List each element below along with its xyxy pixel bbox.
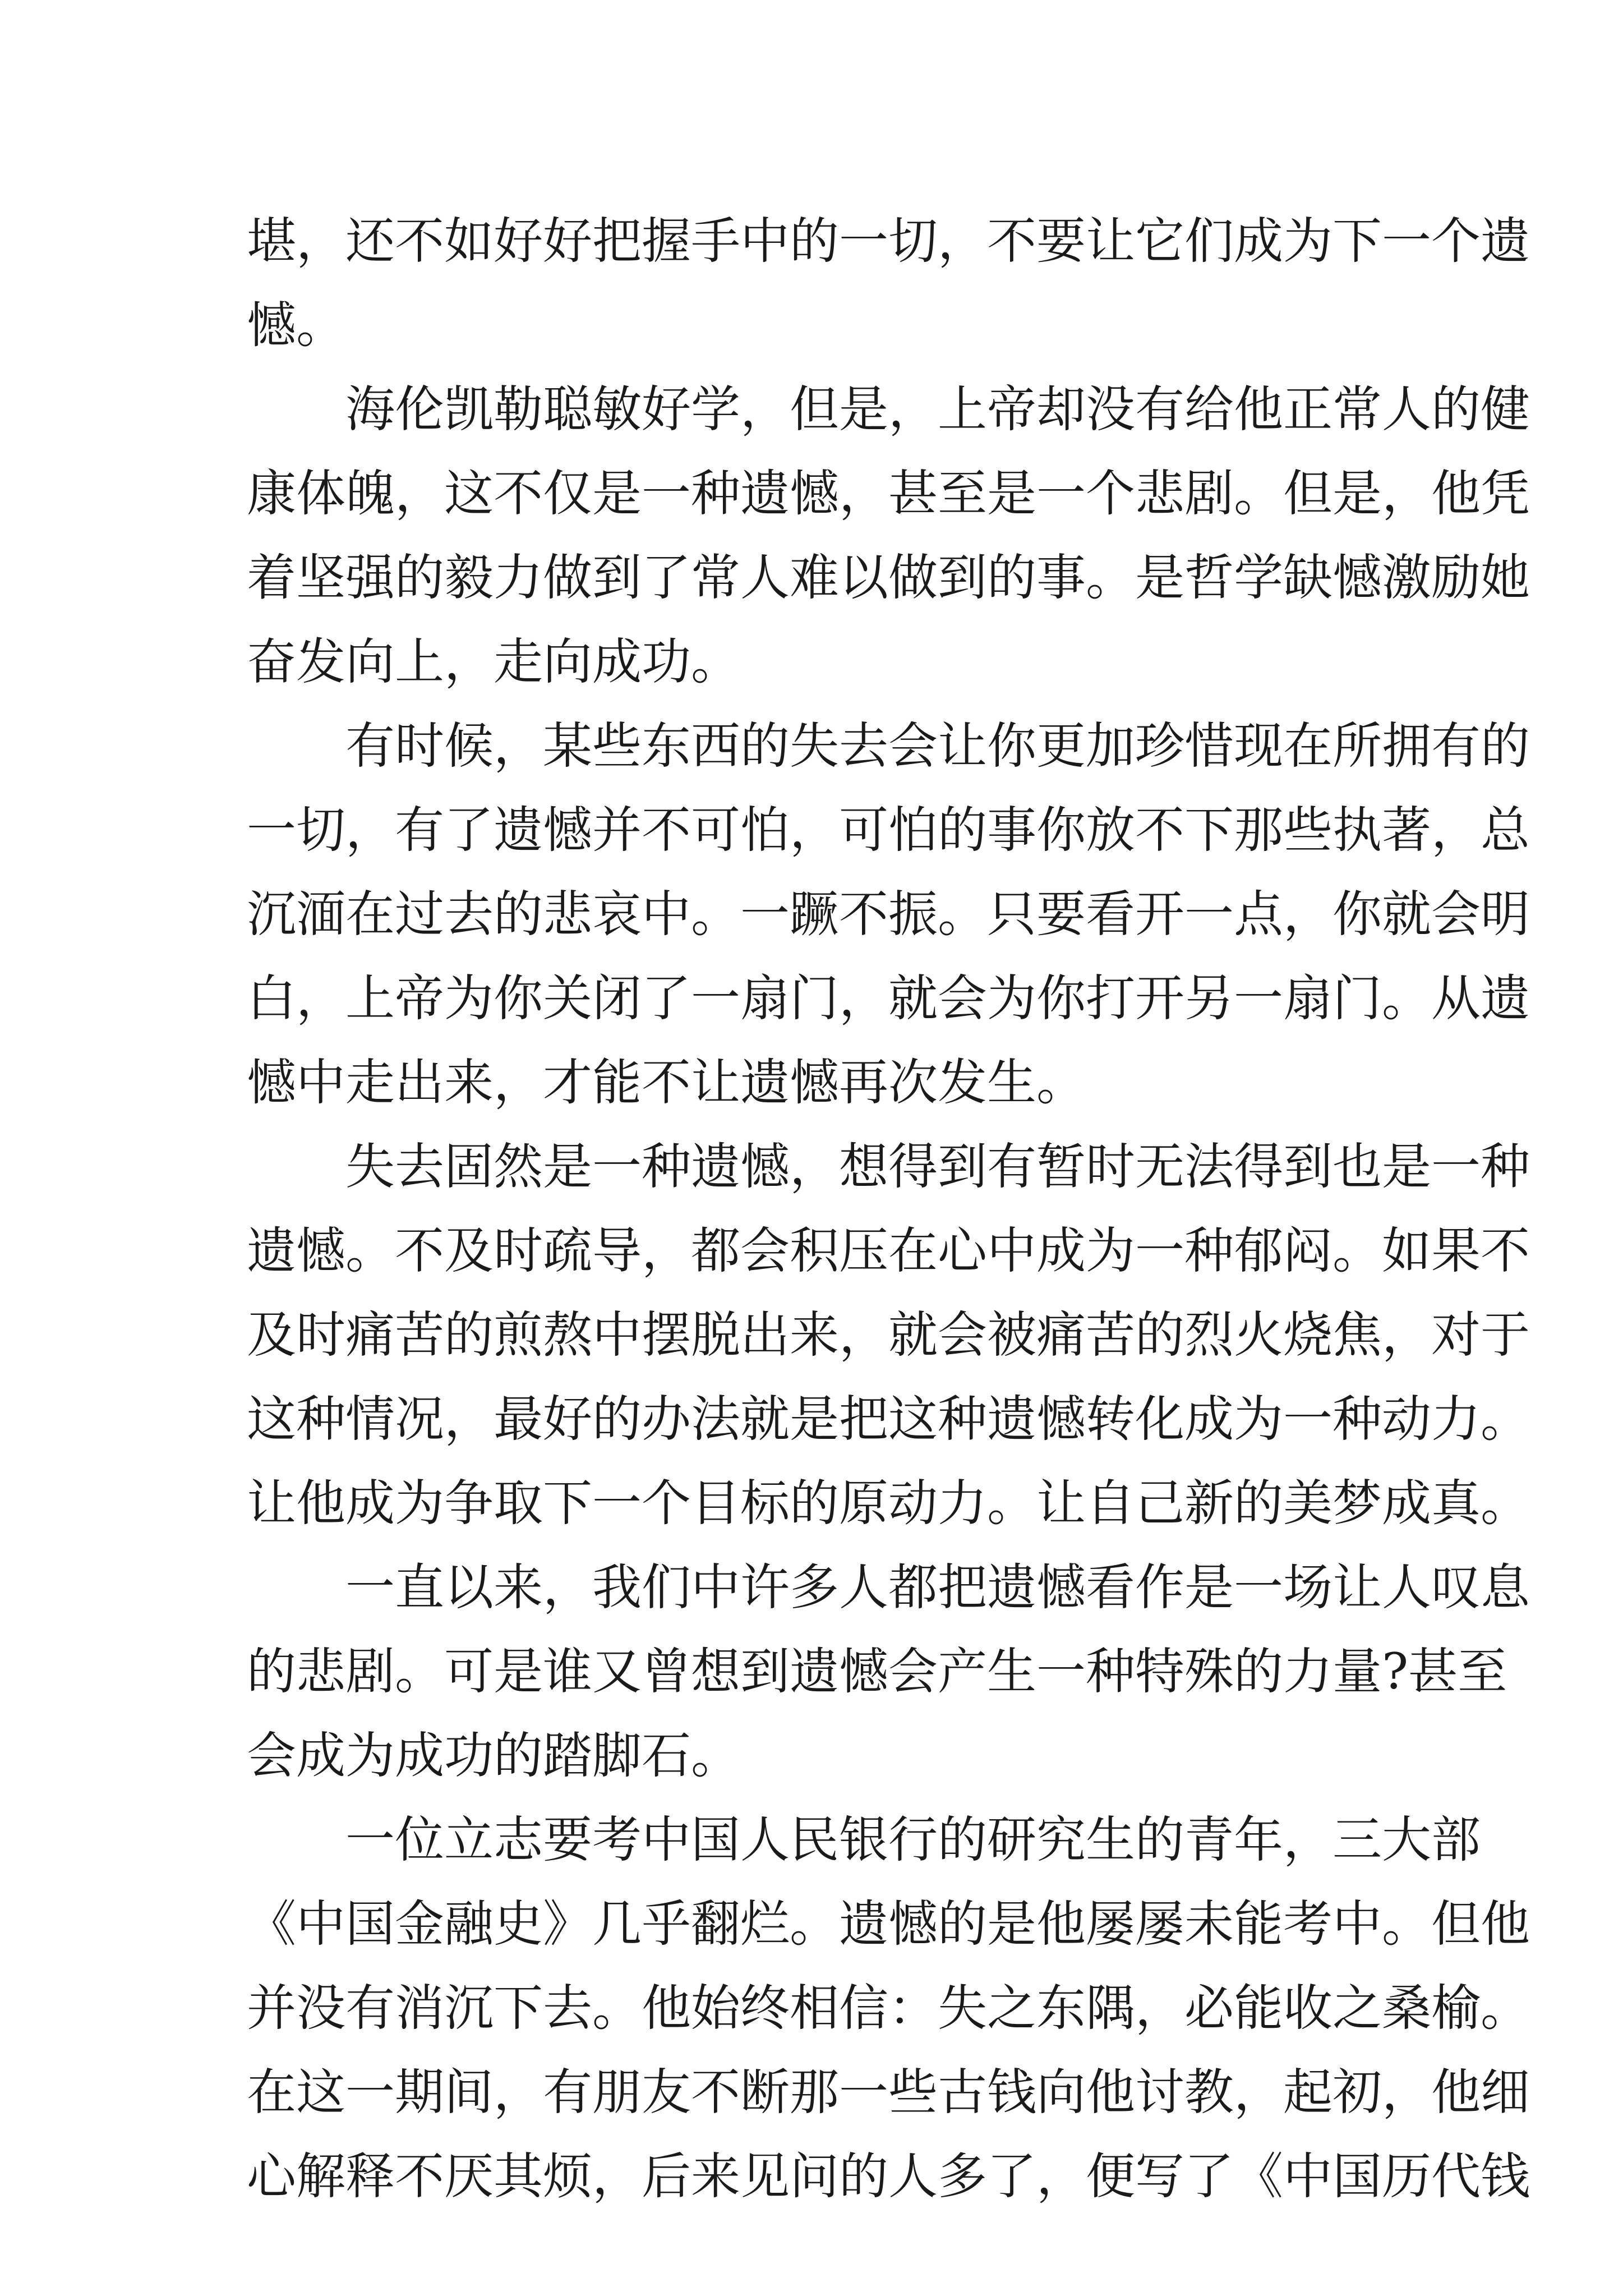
paragraph — [247, 367, 1530, 704]
paragraph — [247, 1798, 1530, 2219]
text-line: 堪，还不如好好把握手中的一切，不要让它们成为下一个遗 — [247, 212, 1530, 270]
text-line: 一切，有了遗憾并不可怕，可怕的事你放不下那些执著，总 — [247, 801, 1530, 859]
text-line: 一位立志要考中国人民银行的研究生的青年，三大部 — [345, 1811, 1481, 1869]
text-line: 康体魄，这不仅是一种遗憾，甚至是一个悲剧。但是，他凭 — [247, 464, 1530, 522]
document-body — [247, 199, 1530, 2219]
text-line: 憾。 — [247, 296, 346, 354]
text-line: 一直以来，我们中许多人都把遗憾看作是一场让人叹息 — [345, 1558, 1530, 1616]
text-line: 失去固然是一种遗憾，想得到有暂时无法得到也是一种 — [345, 1138, 1530, 1195]
paragraph — [247, 704, 1530, 1125]
text-line: 海伦凯勒聪敏好学，但是，上帝却没有给他正常人的健 — [345, 380, 1530, 438]
text-line: 《中国金融史》几乎翻烂。遗憾的是他屡屡未能考中。但他 — [247, 1895, 1530, 1953]
paragraph — [247, 1545, 1530, 1798]
text-line: 并没有消沉下去。他始终相信：失之东隅，必能收之桑榆。 — [247, 1979, 1530, 2037]
paragraph — [247, 199, 1530, 367]
text-line: 这种情况，最好的办法就是把这种遗憾转化成为一种动力。 — [247, 1390, 1530, 1448]
paragraph — [247, 1125, 1530, 1545]
text-line: 憾中走出来，才能不让遗憾再次发生。 — [247, 1053, 1086, 1111]
text-line: 奋发向上，走向成功。 — [247, 633, 741, 691]
text-line: 沉湎在过去的悲哀中。一蹶不振。只要看开一点，你就会明 — [247, 885, 1530, 943]
text-line: 让他成为争取下一个目标的原动力。让自己新的美梦成真。 — [247, 1474, 1530, 1532]
text-line: 心解释不厌其烦，后来见问的人多了，便写了《中国历代钱 — [247, 2147, 1530, 2205]
text-line: 及时痛苦的煎熬中摆脱出来，就会被痛苦的烈火烧焦，对于 — [247, 1306, 1530, 1364]
text-line: 的悲剧。可是谁又曾想到遗憾会产生一种特殊的力量?甚至 — [247, 1642, 1507, 1700]
text-line: 会成为成功的踏脚石。 — [247, 1727, 741, 1784]
text-line: 遗憾。不及时疏导，都会积压在心中成为一种郁闷。如果不 — [247, 1222, 1530, 1280]
text-line: 在这一期间，有朋友不断那一些古钱向他讨教，起初，他细 — [247, 2063, 1530, 2121]
text-line: 有时候，某些东西的失去会让你更加珍惜现在所拥有的 — [345, 717, 1530, 775]
text-line: 着坚强的毅力做到了常人难以做到的事。是哲学缺憾激励她 — [247, 549, 1530, 606]
text-line: 白，上帝为你关闭了一扇门，就会为你打开另一扇门。从遗 — [247, 969, 1530, 1027]
